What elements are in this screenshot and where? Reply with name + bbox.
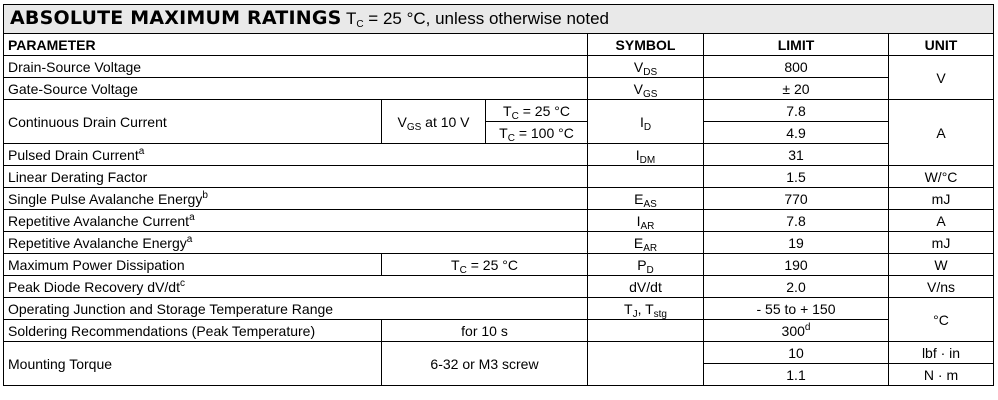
- table-row: [4, 254, 994, 276]
- table-row: [4, 78, 994, 100]
- unit-torque-lbf: lbf · in: [889, 342, 994, 364]
- param-soldering-recommendations: Soldering Recommendations (Peak Temperature): [4, 320, 382, 342]
- ratings-table-container: [3, 4, 993, 386]
- condition-tc-25: $T_C = 25$ °C: [486, 100, 588, 122]
- limit-pd: 190: [704, 254, 889, 276]
- param-linear-derating-factor: Linear Derating Factor: [4, 166, 588, 188]
- symbol-derating: [588, 166, 704, 188]
- param-gate-source-voltage: Gate-Source Voltage: [4, 78, 588, 100]
- symbol-pd: $P_D$: [588, 254, 704, 276]
- unit-temperature: °C: [889, 298, 994, 342]
- header-parameter: PARAMETER: [4, 34, 588, 56]
- unit-derating: W/°C: [889, 166, 994, 188]
- symbol-ear: $E_{AR}$: [588, 232, 704, 254]
- table-row: [4, 188, 994, 210]
- unit-voltage: V: [889, 56, 994, 100]
- limit-iar: 7.8: [704, 210, 889, 232]
- table-row: [4, 144, 994, 166]
- table-row: [4, 100, 994, 122]
- param-mounting-torque: Mounting Torque: [4, 342, 382, 386]
- symbol-torque: [588, 342, 704, 386]
- unit-current: A: [889, 100, 994, 166]
- limit-torque-lbf: 10: [704, 342, 889, 364]
- table-row: [4, 320, 994, 342]
- param-peak-diode-recovery: Peak Diode Recovery $dV/dt^c$: [4, 276, 588, 298]
- symbol-vgs: $V_{GS}$: [588, 78, 704, 100]
- symbol-id: $I_D$: [588, 100, 704, 144]
- title-main: ABSOLUTE MAXIMUM RATINGS: [10, 7, 342, 29]
- header-limit: LIMIT: [704, 34, 889, 56]
- param-maximum-power-dissipation: Maximum Power Dissipation: [4, 254, 382, 276]
- unit-eas: mJ: [889, 188, 994, 210]
- symbol-eas: $E_{AS}$: [588, 188, 704, 210]
- limit-id-100: 4.9: [704, 122, 889, 144]
- limit-derating: 1.5: [704, 166, 889, 188]
- limit-idm: 31: [704, 144, 889, 166]
- unit-ear: mJ: [889, 232, 994, 254]
- param-repetitive-avalanche-energy: Repetitive Avalanche Energy$^a$: [4, 232, 588, 254]
- condition-tc-100: $T_C = 100$ °C: [486, 122, 588, 144]
- param-single-pulse-avalanche-energy: Single Pulse Avalanche Energy$^b$: [4, 188, 588, 210]
- symbol-solder: [588, 320, 704, 342]
- table-row: [4, 166, 994, 188]
- limit-torque-nm: 1.1: [704, 364, 889, 386]
- table-row: [4, 232, 994, 254]
- table-row: [4, 210, 994, 232]
- limit-solder: 300$^d$: [704, 320, 889, 342]
- table-row: [4, 56, 994, 78]
- unit-iar: A: [889, 210, 994, 232]
- param-operating-temperature-range: Operating Junction and Storage Temperature Range: [4, 298, 588, 320]
- limit-ear: 19: [704, 232, 889, 254]
- condition-pd-tc: $T_C = 25$ °C: [382, 254, 588, 276]
- unit-torque-nm: N · m: [889, 364, 994, 386]
- table-row: [4, 276, 994, 298]
- symbol-tj-tstg: $T_J$, $T_{stg}$: [588, 298, 704, 320]
- limit-id-25: 7.8: [704, 100, 889, 122]
- condition-solder: for 10 s: [382, 320, 588, 342]
- limit-tj: - 55 to + 150: [704, 298, 889, 320]
- symbol-idm: $I_{DM}$: [588, 144, 704, 166]
- param-drain-source-voltage: Drain-Source Voltage: [4, 56, 588, 78]
- table-row: [4, 342, 994, 364]
- table-row: [4, 298, 994, 320]
- symbol-iar: $I_{AR}$: [588, 210, 704, 232]
- param-continuous-drain-current: Continuous Drain Current: [4, 100, 382, 144]
- title-condition: $T_C = 25$ °C, unless otherwise noted: [345, 9, 609, 30]
- limit-vds: 800: [704, 56, 889, 78]
- symbol-dvdt: dV/dt: [588, 276, 704, 298]
- symbol-vds: $V_{DS}$: [588, 56, 704, 78]
- header-row: [4, 34, 994, 56]
- table-title: [4, 5, 994, 34]
- limit-vgs: ± 20: [704, 78, 889, 100]
- param-pulsed-drain-current: Pulsed Drain Current$^a$: [4, 144, 588, 166]
- limit-eas: 770: [704, 188, 889, 210]
- table-title-row: [4, 5, 994, 34]
- header-symbol: SYMBOL: [588, 34, 704, 56]
- param-repetitive-avalanche-current: Repetitive Avalanche Current$^a$: [4, 210, 588, 232]
- limit-dvdt: 2.0: [704, 276, 889, 298]
- header-unit: UNIT: [889, 34, 994, 56]
- condition-torque: 6-32 or M3 screw: [382, 342, 588, 386]
- unit-pd: W: [889, 254, 994, 276]
- unit-dvdt: V/ns: [889, 276, 994, 298]
- condition-vgs-10v: $V_{GS}$ at 10 V: [382, 100, 486, 144]
- absolute-maximum-ratings-table: [3, 4, 994, 386]
